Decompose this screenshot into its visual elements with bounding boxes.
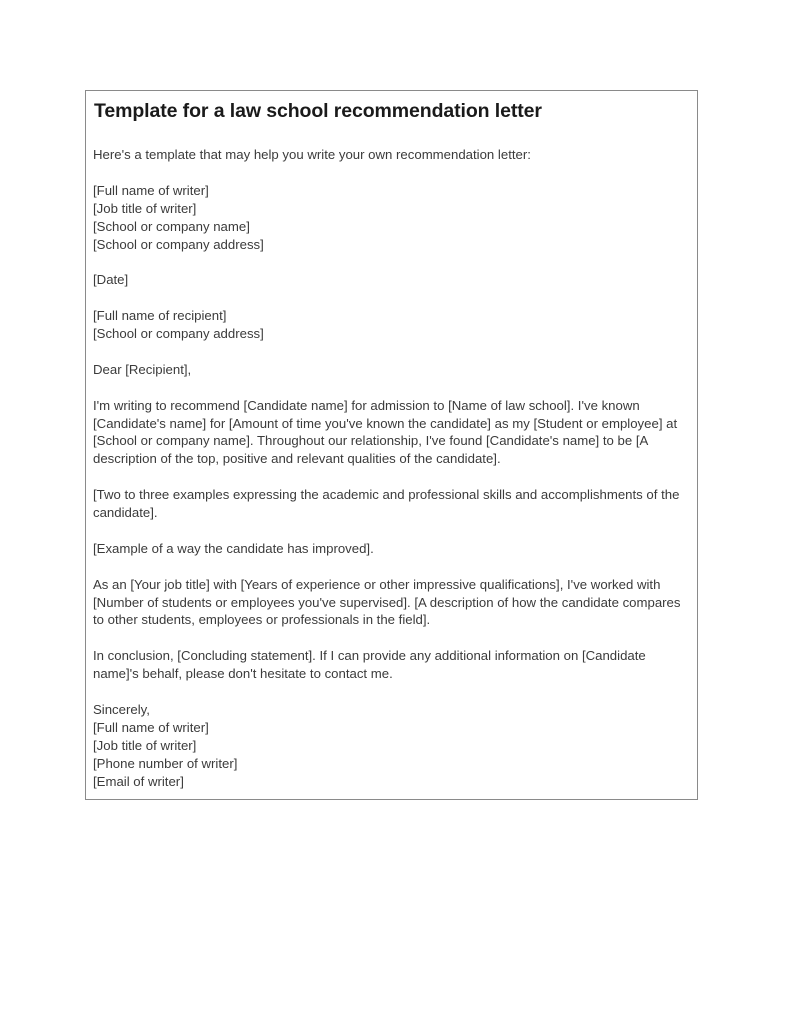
body-paragraph-5: In conclusion, [Concluding statement]. If I can provide any additional information on [Candidate name]'s behalf, please don't hesitate to contact me. <box>93 648 646 682</box>
spacer <box>93 289 687 307</box>
body-paragraph-4: As an [Your job title] with [Years of experience or other impressive qualifications], I've worked with [Number of students or employees you've supervised]. [A description of how the candidate compares to other students, employees or professionals in the field]. <box>93 576 681 628</box>
spacer <box>93 253 687 271</box>
body-paragraph-2: [Two to three examples expressing the academic and professional skills and accomplishments of the candidate]. <box>93 487 680 521</box>
closing-salutation-line: Sincerely, <box>93 701 150 717</box>
recipient-name-line: [Full name of recipient] <box>93 308 227 324</box>
spacer <box>93 629 687 647</box>
letter-template-box <box>85 90 698 800</box>
body-paragraph-1: I'm writing to recommend [Candidate name] for admission to [Name of law school]. I've known [Candidate's name] for [Amount of time you've known the candidate] as my [Student or employee] at [School or company name]. Throughout our relationship, I've found [Candidate's name] to be [A description of the top, positive and relevant qualities of the candidate]. <box>93 397 678 467</box>
date-line: [Date] <box>93 272 129 288</box>
spacer <box>93 123 687 146</box>
body-paragraph-3: [Example of a way the candidate has improved]. <box>93 540 374 556</box>
closing-email-line: [Email of writer] <box>93 773 184 789</box>
intro-paragraph: Here's a template that may help you write your own recommendation letter: <box>93 147 531 162</box>
spacer <box>93 164 687 182</box>
recipient-address-line: [School or company address] <box>93 326 264 342</box>
closing-phone-line: [Phone number of writer] <box>93 755 238 771</box>
salutation-line: Dear [Recipient], <box>93 361 192 377</box>
letter-content <box>86 91 697 790</box>
sender-jobtitle-line: [Job title of writer] <box>93 200 197 216</box>
sender-organization-line: [School or company name] <box>93 218 250 234</box>
spacer <box>93 379 687 397</box>
sender-name-line: [Full name of writer] <box>93 182 209 198</box>
closing-name-line: [Full name of writer] <box>93 719 209 735</box>
spacer <box>93 558 687 576</box>
spacer <box>93 343 687 361</box>
spacer <box>93 683 687 701</box>
spacer <box>93 468 687 486</box>
closing-jobtitle-line: [Job title of writer] <box>93 737 197 753</box>
sender-address-line: [School or company address] <box>93 236 264 252</box>
spacer <box>93 522 687 540</box>
page-title: Template for a law school recommendation letter <box>94 100 542 122</box>
